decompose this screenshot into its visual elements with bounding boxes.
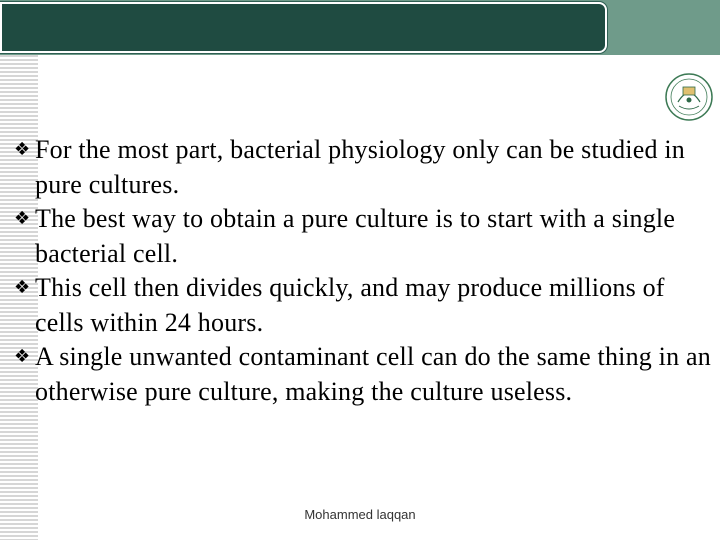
- bullet-text: For the most part, bacterial physiology only can be studied in pure cultures.: [35, 135, 685, 199]
- bullet-text: This cell then divides quickly, and may produce millions of cells within 24 hours.: [35, 273, 665, 337]
- footer-author: Mohammed laqqan: [304, 507, 416, 522]
- bullet-text: The best way to obtain a pure culture is to start with a single bacterial cell.: [35, 204, 676, 268]
- diamond-bullet-icon: ❖: [14, 277, 31, 298]
- diamond-bullet-icon: ❖: [14, 139, 31, 160]
- bullet-item: [14, 340, 714, 409]
- bullet-item: [14, 202, 714, 271]
- bullet-item: [14, 271, 714, 340]
- diamond-bullet-icon: ❖: [14, 208, 31, 229]
- bullet-text: A single unwanted contaminant cell can do the same thing in an otherwise pure culture, making the culture useless.: [35, 342, 711, 406]
- title-bar: [0, 2, 607, 53]
- bullet-list: [14, 133, 714, 409]
- university-seal-icon: [664, 72, 714, 122]
- bullet-item: [14, 133, 714, 202]
- diamond-bullet-icon: ❖: [14, 346, 31, 367]
